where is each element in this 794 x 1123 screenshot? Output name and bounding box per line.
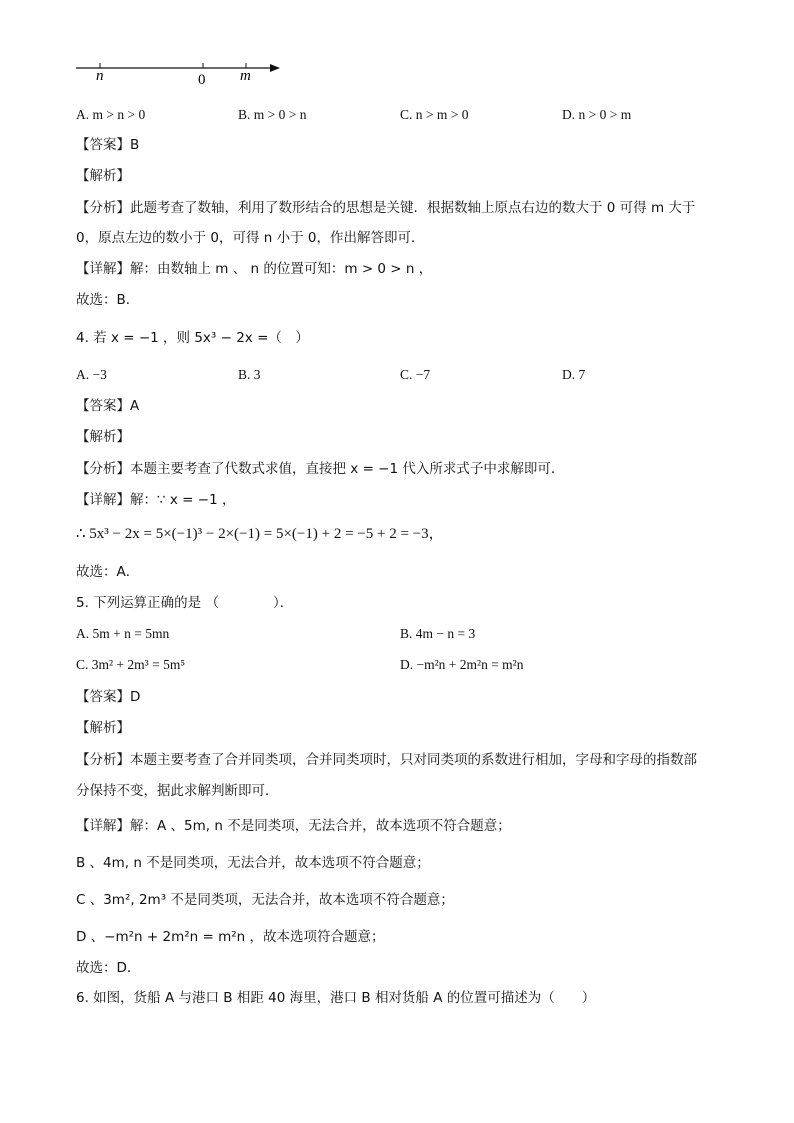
q5-conclusion: 故选：D． [76,960,141,976]
q5-detail-c: C 、3m², 2m³ 不是同类项，无法合并，故本选项不符合题意； [76,892,454,908]
q5-detail-b: B 、4m, n 不是同类项，无法合并，故本选项不符合题意； [76,855,430,871]
q3-conclusion: 故选：B． [76,292,140,308]
q5-option-d: D. −m²n + 2m²n = m²n [400,657,524,672]
q5-option-c: C. 3m² + 2m³ = 5m⁵ [76,657,186,672]
q4-analysis-heading: 【解析】 [76,429,130,445]
q3-analysis-heading: 【解析】 [76,168,130,184]
q4-conclusion: 故选：A． [76,564,140,580]
q3-fenxi-line1: 【分析】此题考查了数轴，利用了数形结合的思想是关键．根据数轴上原点右边的数大于 0 可得 m 大于 [76,200,696,216]
q3-xiangjie: 【详解】解：由数轴上 m 、 n 的位置可知：m > 0 > n ， [76,261,433,277]
q5-answer: 【答案】D [76,689,141,705]
q5-analysis-heading: 【解析】 [76,720,130,736]
q5-fenxi-line1: 【分析】本题主要考查了合并同类项，合并同类项时，只对同类项的系数进行相加，字母和字母的指数部 [76,752,697,768]
q4-calculation: ∴ 5x³ − 2x = 5×(−1)³ − 2×(−1) = 5×(−1) + 2 = −5 + 2 = −3， [76,526,444,542]
q4-option-c: C. −7 [400,367,431,382]
q6-stem: 6. 如图，货船 A 与港口 B 相距 40 海里，港口 B 相对货船 A 的位置可描述为（ ） [76,990,596,1006]
label-n: n [96,68,104,84]
q5-option-a: A. 5m + n = 5mn [76,626,170,641]
q3-answer: 【答案】B [76,137,140,153]
q4-option-a: A. −3 [76,367,107,382]
q3-option-b: B. m > 0 > n [238,107,307,122]
q4-stem: 4. 若 x = −1 ，则 5x³ − 2x =（ ） [76,330,309,346]
q3-option-a: A. m > n > 0 [76,107,146,122]
q4-xiangjie: 【详解】解：∵ x = −1 ， [76,492,236,508]
q5-fenxi-line2: 分保持不变，据此求解判断即可． [76,783,279,799]
number-line-figure [70,58,290,88]
q3-option-c: C. n > m > 0 [400,107,469,122]
q3-option-d: D. n > 0 > m [562,107,632,122]
q5-xiangjie: 【详解】解：A 、5m, n 不是同类项，无法合并，故本选项不符合题意； [76,818,511,834]
q3-fenxi-line2: 0，原点左边的数小于 0，可得 n 小于 0，作出解答即可． [76,230,425,246]
q5-stem: 5. 下列运算正确的是 （ ）． [76,595,294,611]
q5-detail-d: D 、−m²n + 2m²n = m²n ，故本选项符合题意； [76,929,385,945]
number-line-arrow [270,64,280,72]
q4-fenxi: 【分析】本题主要考查了代数式求值，直接把 x = −1 代入所求式子中求解即可． [76,461,565,477]
q4-option-b: B. 3 [238,367,261,382]
label-0: 0 [198,72,206,88]
label-m: m [240,68,251,84]
q5-option-b: B. 4m − n = 3 [400,626,476,641]
q4-answer: 【答案】A [76,398,140,414]
q4-option-d: D. 7 [562,367,586,382]
